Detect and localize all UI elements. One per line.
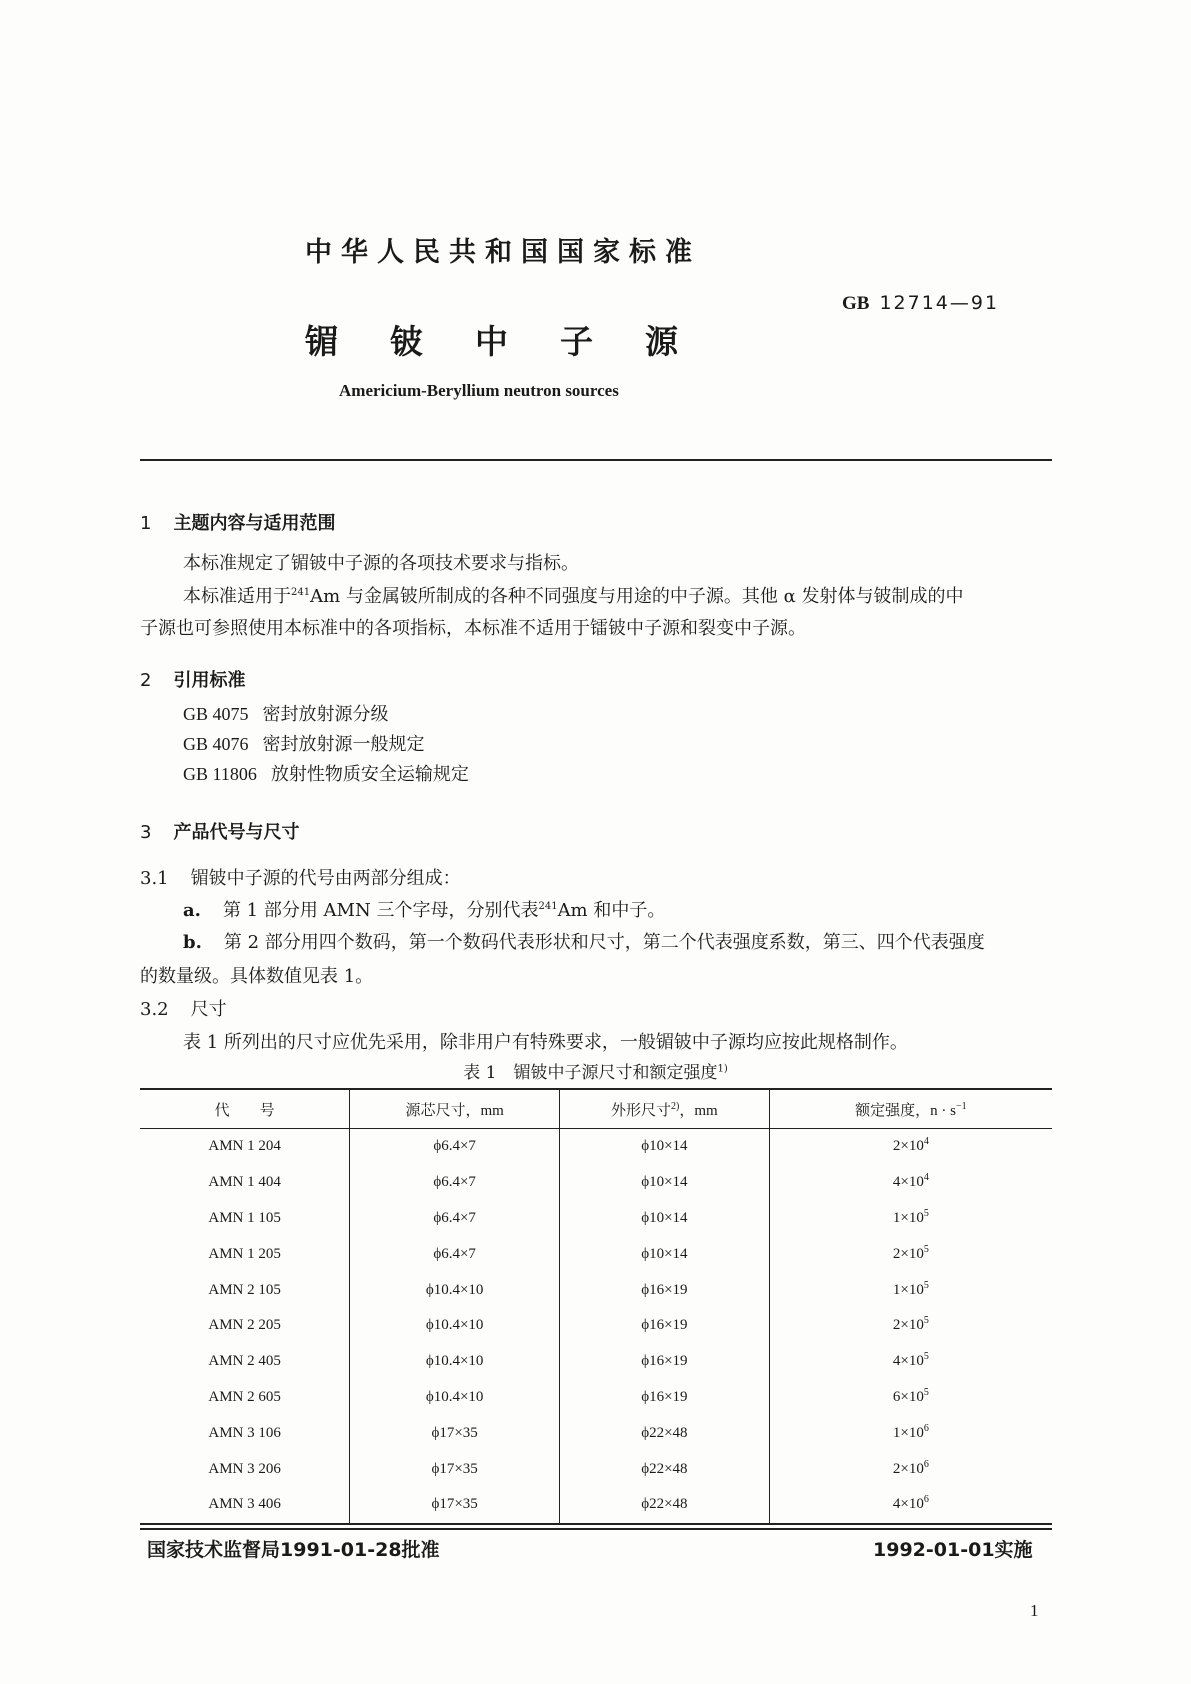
- strength-mantissa: 4×10: [892, 1496, 924, 1513]
- cell-rated-strength: [769, 1236, 1052, 1272]
- cell-outer-size: ϕ10×14: [560, 1201, 770, 1237]
- reference-code: GB 4075: [183, 704, 249, 724]
- header-divider: [140, 459, 1052, 461]
- clause-3-1: [140, 864, 461, 894]
- strength-mantissa: 1×10: [892, 1209, 924, 1226]
- strength-mantissa: 4×10: [892, 1174, 924, 1191]
- section-1-para-2-cont: 子源也可参照使用本标准中的各项指标，本标准不适用于镭铍中子源和裂变中子源。: [140, 618, 806, 639]
- cell-code: AMN 1 204: [208, 1138, 281, 1155]
- clause-3-1-item-a: [183, 896, 665, 926]
- clause-title: 尺寸: [190, 999, 227, 1020]
- document-title-english: Americium-Beryllium neutron sources: [339, 381, 619, 400]
- approval-note: 国家技术监督局1991-01-28批准: [147, 1539, 440, 1561]
- cell-code: AMN 1 205: [208, 1245, 281, 1262]
- column-header-outer-size: [560, 1089, 770, 1129]
- cell-outer-size: ϕ16×19: [560, 1380, 770, 1416]
- clause-number: 3.1: [140, 868, 169, 889]
- text-run: Am 和中子。: [557, 900, 666, 921]
- section-number: 1: [140, 513, 152, 534]
- cell-core-size: ϕ17×35: [350, 1451, 560, 1487]
- section-1-para-1: 本标准规定了镅铍中子源的各项技术要求与指标。: [183, 553, 579, 574]
- cell-code: AMN 2 405: [208, 1353, 281, 1370]
- unit-exponent: −1: [955, 1100, 967, 1112]
- section-2-heading: [140, 666, 245, 692]
- reference-name: 密封放射源分级: [262, 704, 389, 725]
- cell-rated-strength: [769, 1272, 1052, 1308]
- standard-prefix: GB: [842, 293, 870, 314]
- header-text: 额定强度，n · s: [855, 1102, 956, 1119]
- clause-3-2: [140, 995, 227, 1025]
- strength-mantissa: 2×10: [892, 1245, 924, 1262]
- text-run: 第 1 部分用 AMN 三个字母，分别代表: [222, 900, 539, 921]
- standard-code: [842, 292, 999, 315]
- table-row: [140, 1165, 1052, 1201]
- strength-exponent: 5: [923, 1351, 929, 1363]
- strength-mantissa: 2×10: [892, 1138, 924, 1155]
- reference-name: 放射性物质安全运输规定: [270, 764, 469, 785]
- clause-3-2-text: 表 1 所列出的尺寸应优先采用，除非用户有特殊要求，一般镅铍中子源均应按此规格制作。: [183, 1032, 908, 1053]
- table-row: [140, 1272, 1052, 1308]
- cell-code: AMN 3 106: [208, 1424, 281, 1441]
- reference-item: [183, 730, 425, 756]
- strength-mantissa: 1×10: [892, 1424, 924, 1441]
- cell-code: AMN 3 206: [208, 1460, 281, 1477]
- title-char: 中: [475, 322, 508, 361]
- strength-mantissa: 6×10: [892, 1388, 924, 1405]
- isotope-superscript: 241: [291, 587, 311, 598]
- strength-exponent: 6: [923, 1494, 929, 1506]
- cell-core-size: ϕ6.4×7: [350, 1201, 560, 1237]
- table-caption: [0, 1058, 1191, 1083]
- table-row: [140, 1487, 1052, 1524]
- table-row: [140, 1308, 1052, 1344]
- cell-core-size: ϕ17×35: [350, 1487, 560, 1524]
- section-1-para-2: [183, 582, 1051, 612]
- table-row: [140, 1236, 1052, 1272]
- text-run: 第 2 部分用四个数码，第一个数码代表形状和尺寸，第二个代表强度系数，第三、四个代表强度: [223, 932, 985, 953]
- section-number: 2: [140, 670, 152, 691]
- cell-outer-size: ϕ16×19: [560, 1344, 770, 1380]
- cell-code: AMN 2 205: [208, 1317, 281, 1334]
- cell-outer-size: ϕ10×14: [560, 1165, 770, 1201]
- cell-code: AMN 1 105: [208, 1209, 281, 1226]
- nation-standard-heading: 中华人民共和国国家标准: [305, 237, 701, 268]
- cell-outer-size: ϕ10×14: [560, 1129, 770, 1165]
- reference-item: [183, 700, 389, 726]
- strength-exponent: 6: [923, 1458, 929, 1470]
- section-title: 引用标准: [173, 670, 246, 691]
- column-header-core-size: 源芯尺寸，mm: [350, 1089, 560, 1129]
- effective-date: 1992-01-01实施: [873, 1539, 1033, 1561]
- column-header-rated-strength: [769, 1089, 1052, 1129]
- item-label: b.: [183, 932, 202, 953]
- cell-core-size: ϕ10.4×10: [350, 1272, 560, 1308]
- item-label: a.: [183, 900, 201, 921]
- table-row: [140, 1380, 1052, 1416]
- cell-outer-size: ϕ10×14: [560, 1236, 770, 1272]
- cell-rated-strength: [769, 1415, 1052, 1451]
- table-header-row: [140, 1089, 1052, 1129]
- strength-mantissa: 2×10: [892, 1460, 924, 1477]
- strength-exponent: 6: [923, 1422, 929, 1434]
- cell-code: AMN 3 406: [140, 1487, 350, 1524]
- strength-exponent: 5: [923, 1279, 929, 1291]
- cell-rated-strength: [769, 1451, 1052, 1487]
- title-char: 铍: [390, 322, 423, 361]
- reference-name: 密封放射源一般规定: [262, 734, 425, 755]
- title-char: 镅: [305, 322, 338, 361]
- specification-table: [140, 1088, 1052, 1525]
- cell-core-size: ϕ6.4×7: [350, 1129, 560, 1165]
- cell-outer-size: ϕ22×48: [560, 1451, 770, 1487]
- table-row: [140, 1344, 1052, 1380]
- cell-code: AMN 2 605: [208, 1388, 281, 1405]
- section-title: 产品代号与尺寸: [173, 822, 300, 843]
- cell-core-size: ϕ10.4×10: [350, 1344, 560, 1380]
- caption-text: 表 1 镅铍中子源尺寸和额定强度: [463, 1063, 718, 1083]
- cell-rated-strength: [769, 1201, 1052, 1237]
- strength-exponent: 5: [923, 1386, 929, 1398]
- table-row: [140, 1129, 1052, 1165]
- cell-outer-size: ϕ22×48: [560, 1415, 770, 1451]
- cell-code: AMN 2 105: [208, 1281, 281, 1298]
- footnote-marker: 1): [717, 1063, 728, 1075]
- cell-core-size: ϕ10.4×10: [350, 1380, 560, 1416]
- section-number: 3: [140, 822, 152, 843]
- strength-mantissa: 4×10: [892, 1353, 924, 1370]
- clause-number: 3.2: [140, 999, 169, 1020]
- header-unit: ，mm: [679, 1102, 718, 1119]
- cell-outer-size: ϕ22×48: [560, 1487, 770, 1524]
- strength-exponent: 4: [923, 1136, 929, 1148]
- strength-exponent: 5: [923, 1243, 929, 1255]
- cell-core-size: ϕ10.4×10: [350, 1308, 560, 1344]
- text-run: 本标准适用于: [183, 586, 291, 607]
- cell-rated-strength: [769, 1380, 1052, 1416]
- reference-item: [183, 760, 469, 786]
- strength-exponent: 5: [923, 1315, 929, 1327]
- title-char: 源: [645, 322, 678, 361]
- strength-mantissa: 1×10: [892, 1281, 924, 1298]
- strength-exponent: 5: [923, 1207, 929, 1219]
- table-row: [140, 1415, 1052, 1451]
- cell-rated-strength: [769, 1165, 1052, 1201]
- cell-rated-strength: [769, 1487, 1052, 1524]
- cell-code: AMN 1 404: [208, 1174, 281, 1191]
- footnote-marker: 2): [671, 1100, 680, 1112]
- cell-core-size: ϕ6.4×7: [350, 1236, 560, 1272]
- table-row: [140, 1201, 1052, 1237]
- strength-exponent: 4: [923, 1172, 929, 1184]
- reference-code: GB 4076: [183, 734, 249, 754]
- section-title: 主题内容与适用范围: [173, 513, 336, 534]
- header-text: 外形尺寸: [611, 1102, 672, 1119]
- strength-mantissa: 2×10: [892, 1317, 924, 1334]
- document-title: [305, 316, 730, 363]
- section-3-heading: [140, 818, 299, 844]
- title-char: 子: [560, 322, 593, 361]
- cell-outer-size: ϕ16×19: [560, 1272, 770, 1308]
- cell-core-size: ϕ17×35: [350, 1415, 560, 1451]
- cell-outer-size: ϕ16×19: [560, 1308, 770, 1344]
- isotope-superscript: 241: [538, 901, 558, 912]
- cell-core-size: ϕ6.4×7: [350, 1165, 560, 1201]
- standard-number: 12714—91: [879, 292, 1000, 314]
- reference-code: GB 11806: [183, 764, 257, 784]
- cell-rated-strength: [769, 1308, 1052, 1344]
- table-body: [140, 1129, 1052, 1524]
- table-row: [140, 1451, 1052, 1487]
- cell-rated-strength: [769, 1129, 1052, 1165]
- text-run: Am 与金属铍所制成的各种不同强度与用途的中子源。其他 α 发射体与铍制成的中: [310, 586, 964, 607]
- clause-3-1-item-b: [183, 928, 985, 958]
- clause-3-1-item-b-cont: 的数量级。具体数值见表 1。: [140, 966, 374, 987]
- clause-text: 镅铍中子源的代号由两部分组成：: [190, 868, 461, 889]
- footer-divider: [140, 1528, 1052, 1530]
- page-number: 1: [1030, 1601, 1039, 1620]
- cell-rated-strength: [769, 1344, 1052, 1380]
- section-1-heading: [140, 509, 335, 535]
- column-header-code: 代 号: [140, 1089, 350, 1129]
